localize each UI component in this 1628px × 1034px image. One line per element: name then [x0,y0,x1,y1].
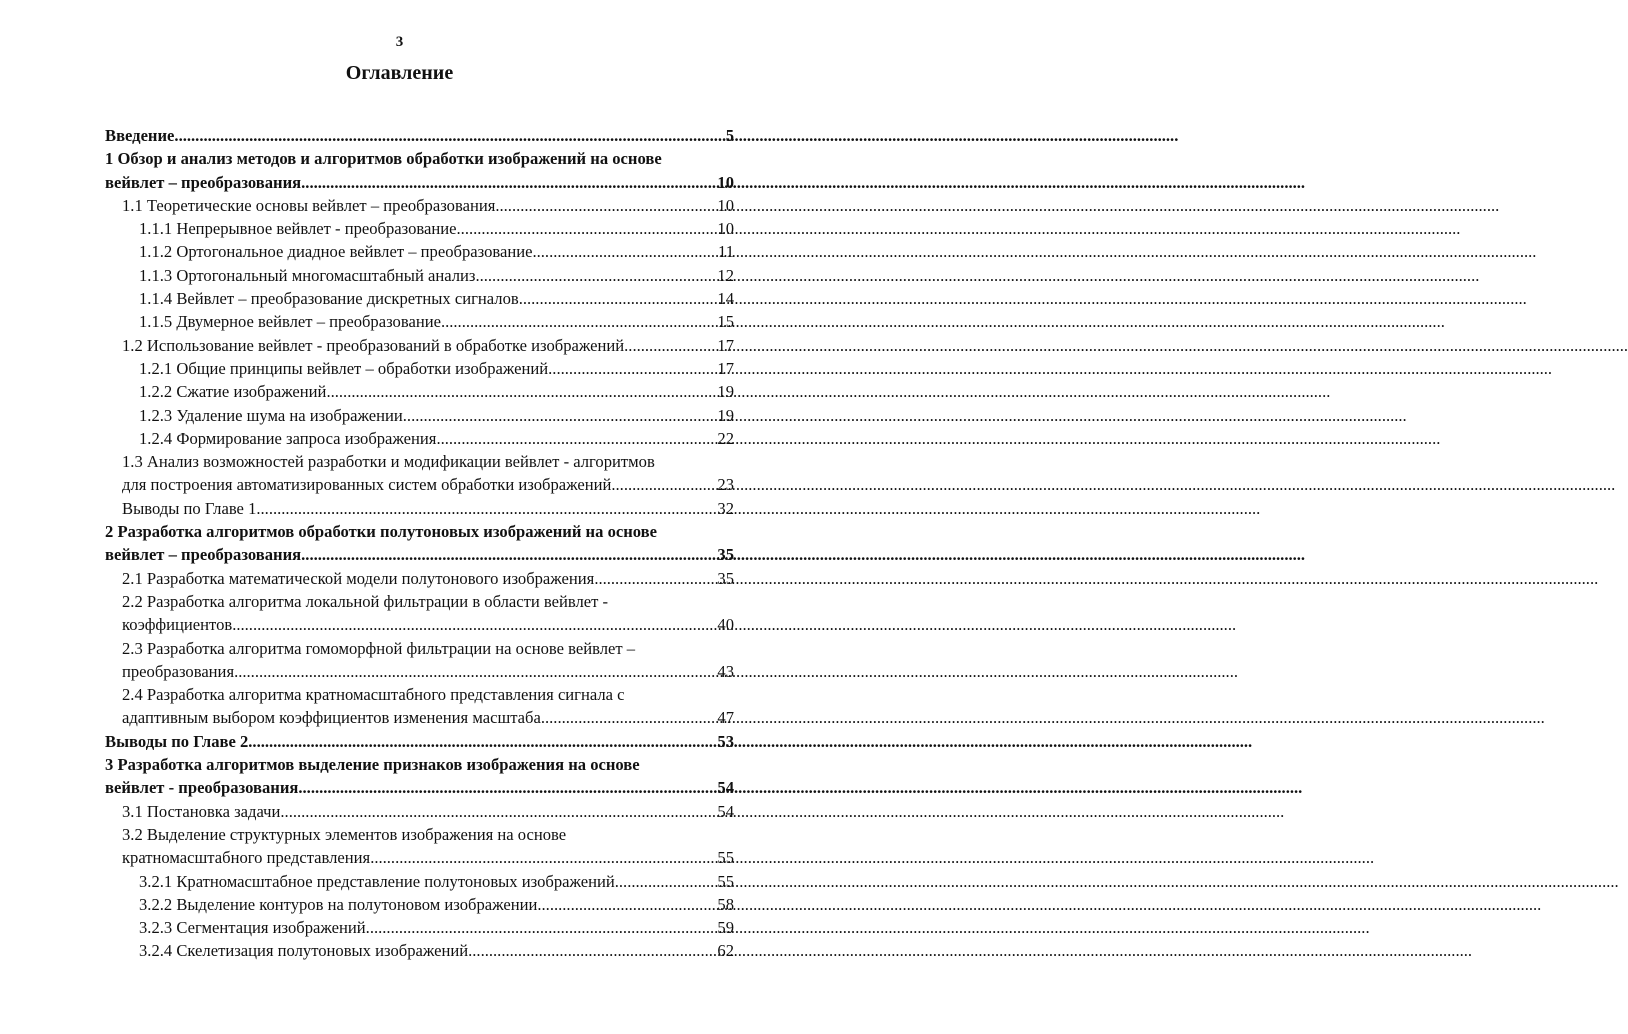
toc-entry[interactable] [105,567,734,590]
toc-entry-title: Выводы по Главе 1 [122,498,257,518]
toc-entry[interactable] [105,147,734,194]
toc-page-number: 17 [717,335,734,355]
toc-entry-line [105,776,734,799]
toc-page-number: 10 [717,195,734,215]
toc-page-number: 32 [717,498,734,518]
toc-entry-line [105,567,734,590]
toc-entry[interactable] [105,334,734,357]
toc-entry-title: вейвлет - преобразования [105,778,299,798]
toc-entry-line [105,916,734,939]
toc-entry-title: 1.2.4 Формирование запроса изображения [139,428,437,448]
toc-entry-title: Введение [105,126,175,145]
toc-entry-title: 3.2.2 Выделение контуров на полутоновом изображении [139,894,538,914]
toc-entry-line [105,800,734,823]
toc-dot-leader [611,473,716,496]
toc-entry-title: 2.3 Разработка алгоритма гомоморфной фильтрации на основе вейвлет – [122,638,636,658]
toc-entry-title: 1.2.3 Удаление шума на изображении [139,405,403,425]
toc-page-number: 40 [717,615,734,635]
toc-dot-leader [457,217,717,240]
toc-entry-title: 1.1 Теоретические основы вейвлет – преобразования [122,195,496,215]
toc-dot-leader [441,310,716,333]
toc-entry-title: Выводы по Главе 2 [105,731,249,751]
toc-entry-title: 3 Разработка алгоритмов выделение признаков изображения на основе [105,755,640,775]
toc-dot-leader [298,776,716,799]
toc-dot-leader [366,916,717,939]
toc-entry[interactable] [105,893,734,916]
toc-entry-title: кратномасштабного представления [122,848,371,868]
toc-dot-leader [301,543,716,566]
toc-entry-title: преобразования [122,661,235,681]
toc-entry-line [105,939,734,962]
toc-entry-title: 2.4 Разработка алгоритма кратномасштабного представления сигнала с [122,685,625,705]
toc-entry-title: 1.1.2 Ортогональное диадное вейвлет – преобразование [139,242,533,262]
toc-entry-title: 1 Обзор и анализ методов и алгоритмов обработки изображений на основе [105,149,662,169]
page-title: Оглавление [345,62,454,84]
toc-entry-title: вейвлет – преобразования [105,172,302,192]
toc-entry-line [105,264,734,287]
toc-dot-leader [403,404,717,427]
toc-entry-title: 1.2.2 Сжатие изображений [139,382,327,402]
toc-page-number: 19 [717,382,734,402]
toc-dot-leader [624,334,716,357]
toc-page-number: 15 [717,312,734,332]
page-number: 3 [395,34,404,50]
toc-entry-title: 1.1.5 Двумерное вейвлет – преобразование [139,312,441,332]
toc-entry-title: 3.2.4 Скелетизация полутоновых изображений [139,941,469,961]
toc-entry-line [105,427,734,450]
toc-entry-title: 3.2.1 Кратномасштабное представление полутоновых изображений [139,871,615,891]
toc-entry[interactable] [105,520,734,567]
toc-entry[interactable] [105,287,734,310]
toc-page-number: 19 [717,405,734,425]
toc-entry-line [105,730,734,753]
toc-entry[interactable] [105,590,734,637]
toc-entry-title: 1.2 Использование вейвлет - преобразований в обработке изображений [122,335,625,355]
toc-page-number: 62 [717,941,734,961]
toc-entry-line-continued [105,520,734,543]
toc-entry-line [105,660,734,683]
toc-entry[interactable] [105,427,734,450]
toc-dot-leader [468,939,716,962]
toc-dot-leader [326,380,716,403]
toc-dot-leader [548,357,716,380]
toc-entry-line [105,893,734,916]
toc-entry[interactable] [105,240,734,263]
toc-entry[interactable] [105,357,734,380]
toc-entry-line-continued [105,147,734,170]
toc-entry[interactable] [105,823,734,870]
toc-page-number: 59 [717,918,734,938]
toc-entry-line [105,613,734,636]
toc-page-number: 43 [717,661,734,681]
toc-entry-line [105,380,734,403]
toc-page-number: 14 [717,289,734,309]
toc-entry-line [105,310,734,333]
toc-entry-line [105,497,734,520]
toc-entry[interactable] [105,730,734,753]
toc-entry[interactable] [105,870,734,893]
toc-entry-line [105,171,734,194]
toc-page-number: 10 [717,219,734,239]
toc-entry-title: 1.1.3 Ортогональный многомасштабный анализ [139,265,476,285]
toc-dot-leader [475,264,716,287]
toc-entry-title: 1.3 Анализ возможностей разработки и модификации вейвлет - алгоритмов [122,452,655,472]
toc-page-number: 55 [717,871,734,891]
toc-entry[interactable] [105,683,734,730]
toc-entry-line [105,357,734,380]
toc-entry-line-continued [105,823,734,846]
toc-entry-title: адаптивным выбором коэффициентов изменения масштаба [122,708,541,728]
toc-dot-leader [436,427,716,450]
toc-entry-title: коэффициентов [122,615,233,635]
toc-dot-leader [541,706,717,729]
toc-page-number: 55 [717,848,734,868]
toc-page-number: 5 [725,126,734,145]
toc-dot-leader [594,567,716,590]
toc-entry[interactable] [105,637,734,684]
toc-page-number: 22 [717,428,734,448]
toc-entry-title: 1.1.4 Вейвлет – преобразование дискретных сигналов. [139,289,523,309]
toc-page-number: 23 [717,475,734,495]
toc-dot-leader [280,800,716,823]
toc-entry-title: 2.2 Разработка алгоритма локальной фильтрации в области вейвлет - [122,591,609,611]
toc-dot-leader [232,613,716,636]
toc-entry-line-continued [105,590,734,613]
toc-page-number: 17 [717,358,734,378]
toc-entry-line-continued [105,683,734,706]
toc-page-number: 58 [717,894,734,914]
table-of-contents [105,124,734,963]
toc-dot-leader [370,846,716,869]
toc-entry[interactable] [105,916,734,939]
toc-entry[interactable] [105,404,734,427]
toc-page-number: 12 [717,265,734,285]
toc-entry-line [105,846,734,869]
toc-page-number: 47 [717,708,734,728]
toc-entry-line [105,287,734,310]
toc-entry-line [105,473,734,496]
toc-entry-line [105,404,734,427]
toc-entry-line-continued [105,753,734,776]
toc-entry-title: 3.2.3 Сегментация изображений [139,918,366,938]
toc-entry-line [105,240,734,263]
toc-dot-leader [523,287,717,310]
toc-dot-leader [174,124,724,147]
toc-entry-line [105,194,734,217]
toc-entry[interactable] [105,264,734,287]
toc-entry-title: для построения автоматизированных систем обработки изображений [122,475,612,495]
toc-entry-title: 2.1 Разработка математической модели полутонового изображения [122,568,595,588]
toc-entry-line [105,334,734,357]
toc-dot-leader [532,240,717,263]
toc-entry[interactable] [105,450,734,497]
toc-entry[interactable] [105,497,734,520]
toc-dot-leader [248,730,716,753]
toc-page-number: 10 [717,172,734,192]
toc-entry[interactable] [105,194,734,217]
toc-dot-leader [256,497,716,520]
toc-entry[interactable] [105,310,734,333]
toc-dot-leader [301,171,716,194]
toc-entry-title: 1.1.1 Непрерывное вейвлет - преобразование [139,219,457,239]
toc-entry-line [105,217,734,240]
toc-entry[interactable] [105,800,734,823]
toc-entry-line [105,124,734,147]
toc-page-number: 11 [718,242,734,262]
toc-entry-title: 1.2.1 Общие принципы вейвлет – обработки изображений [139,358,549,378]
toc-dot-leader [234,660,716,683]
toc-entry[interactable] [105,939,734,962]
toc-entry[interactable] [105,753,734,800]
toc-entry[interactable] [105,380,734,403]
toc-page-number: 54 [717,801,734,821]
toc-entry[interactable] [105,124,734,147]
toc-page-number: 35 [717,545,734,565]
toc-dot-leader [495,194,716,217]
toc-entry-line [105,870,734,893]
toc-entry-line-continued [105,450,734,473]
toc-entry[interactable] [105,217,734,240]
toc-entry-title: 2 Разработка алгоритмов обработки полутоновых изображений на основе [105,522,658,542]
toc-page-number: 35 [717,568,734,588]
toc-entry-title: 3.1 Постановка задачи [122,801,281,821]
toc-entry-title: 3.2 Выделение структурных элементов изображения на основе [122,824,567,844]
toc-entry-line [105,706,734,729]
toc-dot-leader [615,870,717,893]
toc-dot-leader [537,893,716,916]
toc-entry-line-continued [105,637,734,660]
toc-entry-title: вейвлет – преобразования [105,545,302,565]
toc-page-number: 53 [717,731,734,751]
toc-page-number: 54 [717,778,734,798]
toc-entry-line [105,543,734,566]
